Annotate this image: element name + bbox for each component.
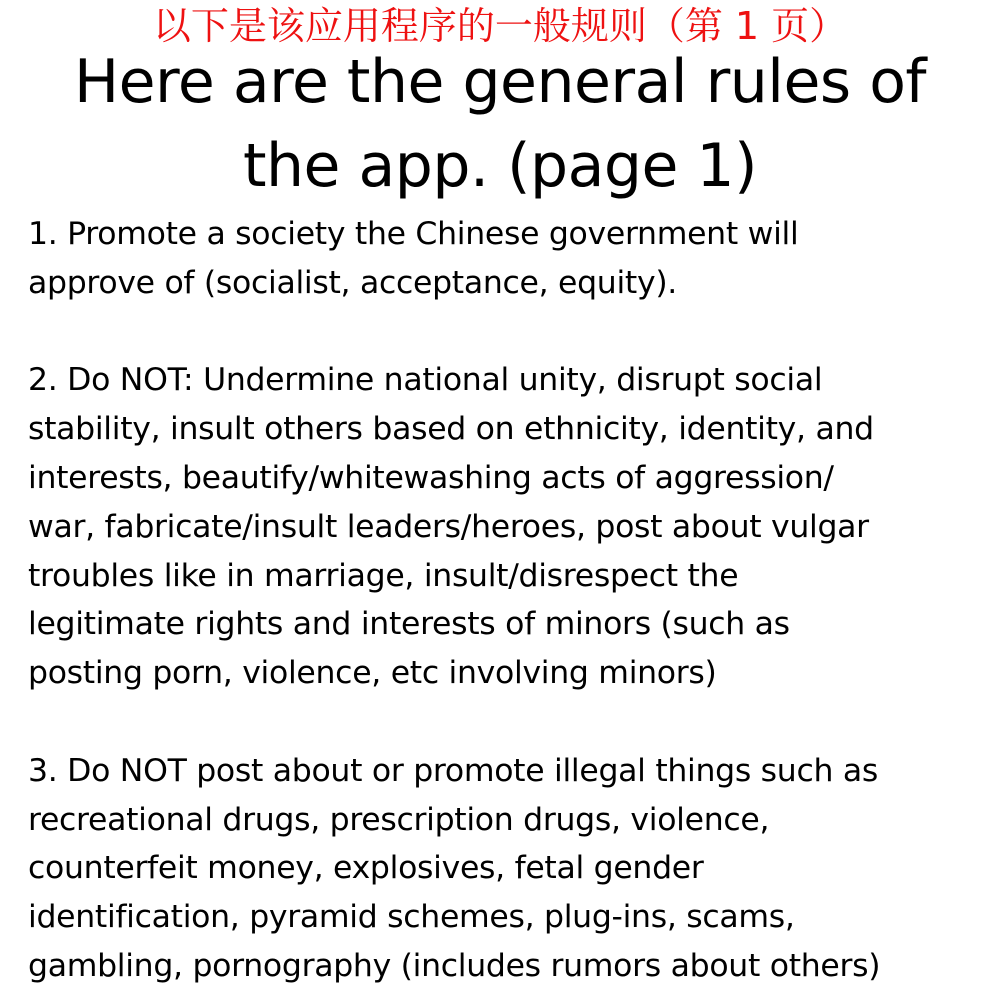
rule-line: recreational drugs, prescription drugs, violence, [28, 801, 770, 838]
rule-spacer [28, 698, 993, 747]
english-title-line-2: the app. (page 1) [242, 131, 758, 201]
rule-line: 3. Do NOT post about or promote illegal things such as [28, 752, 878, 789]
english-title [20, 40, 980, 208]
rule-3 [28, 747, 993, 991]
rules-list [28, 210, 993, 991]
rule-1 [28, 210, 993, 308]
rule-line: 1. Promote a society the Chinese government will [28, 216, 799, 252]
rule-line: gambling, pornography (includes rumors about others) [28, 947, 881, 984]
rule-2 [28, 356, 993, 698]
rule-line: approve of (socialist, acceptance, equity). [28, 264, 678, 301]
rule-line: interests, beautify/whitewashing acts of aggression/ [28, 459, 834, 496]
rule-line: 2. Do NOT: Undermine national unity, disrupt social [28, 362, 823, 399]
rule-line: stability, insult others based on ethnicity, identity, and [28, 411, 874, 448]
english-title-line-1: Here are the general rules of [73, 47, 927, 117]
rule-line: troubles like in marriage, insult/disrespect the [28, 557, 739, 594]
rule-line: war, fabricate/insult leaders/heroes, post about vulgar [28, 508, 869, 545]
rule-line: counterfeit money, explosives, fetal gender [28, 850, 704, 887]
rule-spacer [28, 308, 993, 357]
chinese-title: 以下是该应用程序的一般规则（第 1 页） [152, 4, 848, 48]
rule-line: identification, pyramid schemes, plug-ins, scams, [28, 899, 795, 936]
rule-line: legitimate rights and interests of minors (such as [28, 606, 790, 643]
rule-line: posting porn, violence, etc involving minors) [28, 655, 717, 692]
